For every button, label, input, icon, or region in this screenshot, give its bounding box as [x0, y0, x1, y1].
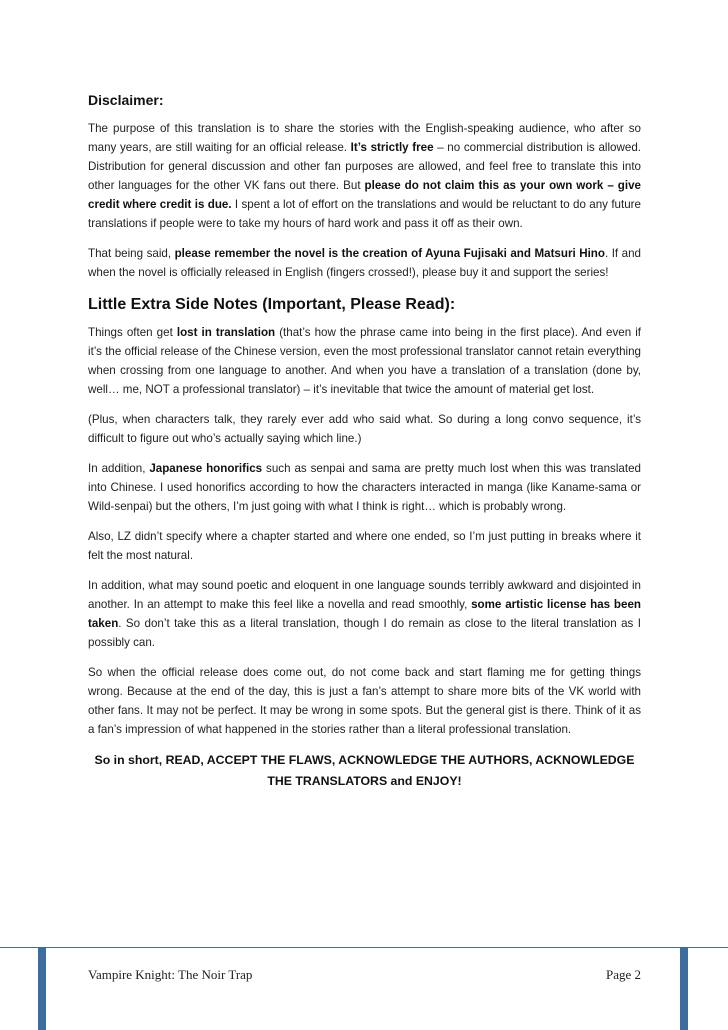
text-run: I spent a lot of effort on the translations and would be reluctant to do any future translations if people were to take my hours of hard work and pass it off as their own.	[88, 198, 641, 230]
side-notes-heading: Little Extra Side Notes (Important, Please Read):	[88, 296, 456, 313]
text-run: The purpose of this translation is to share the stories with the English-speaking audience, who after so many years, are still waiting for an official release.	[88, 122, 641, 154]
emphasis-strictly-free: It’s strictly free	[350, 141, 434, 154]
side-notes-paragraph-3	[88, 459, 641, 516]
text-run: That being said,	[88, 247, 175, 260]
footer-page-number: Page 2	[605, 967, 641, 982]
text-run: In addition, what may sound poetic and eloquent in one language sounds terribly awkward and disjointed in another. In an attempt to make this feel like a novella and read smoothly,	[88, 579, 641, 611]
disclaimer-paragraph-1	[88, 119, 641, 233]
text-run: such as senpai and sama are pretty much lost when this was translated into Chinese. I used honorifics according to how the characters interacted in manga (like Kaname-sama or Wild-senpai) but the others, I’m just going with what I think is right… which is probably wrong.	[88, 462, 641, 513]
text-run: In addition,	[88, 462, 150, 475]
closing-statement	[88, 750, 641, 792]
emphasis-honorifics: Japanese honorifics	[149, 462, 263, 475]
side-notes-paragraph-5	[88, 576, 641, 652]
footer-right-bar	[680, 947, 688, 1030]
text-run: Things often get	[88, 326, 177, 339]
footer-rule	[0, 947, 728, 948]
side-notes-paragraph-6: So when the official release does come out, do not come back and start flaming me for getting things wrong. Because at the end of the day, this is just a fan’s attempt to share more bits of the VK world with other fans. It may not be perfect. It may be wrong in some spots. But the general gist is there. Think of it as a fan’s impression of what happened in the stories rather than a literal professional translation.	[88, 666, 641, 736]
emphasis-credit: please do not claim this as your own work – give credit where credit is due.	[88, 179, 641, 211]
text-run: (that’s how the phrase came into being in the first place). And even if it’s the official release of the Chinese version, even the most professional translator cannot retain everything when crossing from one language to another. And when you have a translation of a translation (done by, well… me, NOT a professional translator) – it’s inevitable that twice the amount of material get lost.	[88, 326, 641, 396]
side-notes-paragraph-2: (Plus, when characters talk, they rarely ever add who said what. So during a long convo sequence, it’s difficult to figure out who’s actually saying which line.)	[88, 413, 641, 445]
closing-line-2: THE TRANSLATORS and ENJOY!	[267, 774, 462, 788]
footer-left-bar	[38, 947, 46, 1030]
page-body	[88, 90, 641, 792]
text-run: . So don’t take this as a literal translation, though I do remain as close to the literal translation as I possibly can.	[88, 617, 641, 649]
closing-line-1: So in short, READ, ACCEPT THE FLAWS, ACKNOWLEDGE THE AUTHORS, ACKNOWLEDGE	[94, 753, 635, 767]
emphasis-lost-in-translation: lost in translation	[176, 326, 276, 339]
disclaimer-paragraph-2	[88, 244, 641, 282]
emphasis-artistic-license: some artistic license has been taken	[88, 598, 641, 630]
footer-document-title: Vampire Knight: The Noir Trap	[88, 967, 253, 982]
side-notes-paragraph-4: Also, LZ didn’t specify where a chapter started and where one ended, so I’m just putting in breaks where it felt the most natural.	[88, 530, 641, 562]
side-notes-paragraph-1	[88, 323, 641, 399]
disclaimer-heading: Disclaimer:	[88, 92, 164, 108]
text-run: – no commercial distribution is allowed. Distribution for general discussion and other fan purposes are allowed, and feel free to translate this into other languages for the other VK fans out there. But	[88, 141, 641, 192]
text-run: . If and when the novel is officially released in English (fingers crossed!), please buy it and support the series!	[88, 247, 641, 279]
emphasis-authors: please remember the novel is the creation of Ayuna Fujisaki and Matsuri Hino	[174, 247, 605, 260]
